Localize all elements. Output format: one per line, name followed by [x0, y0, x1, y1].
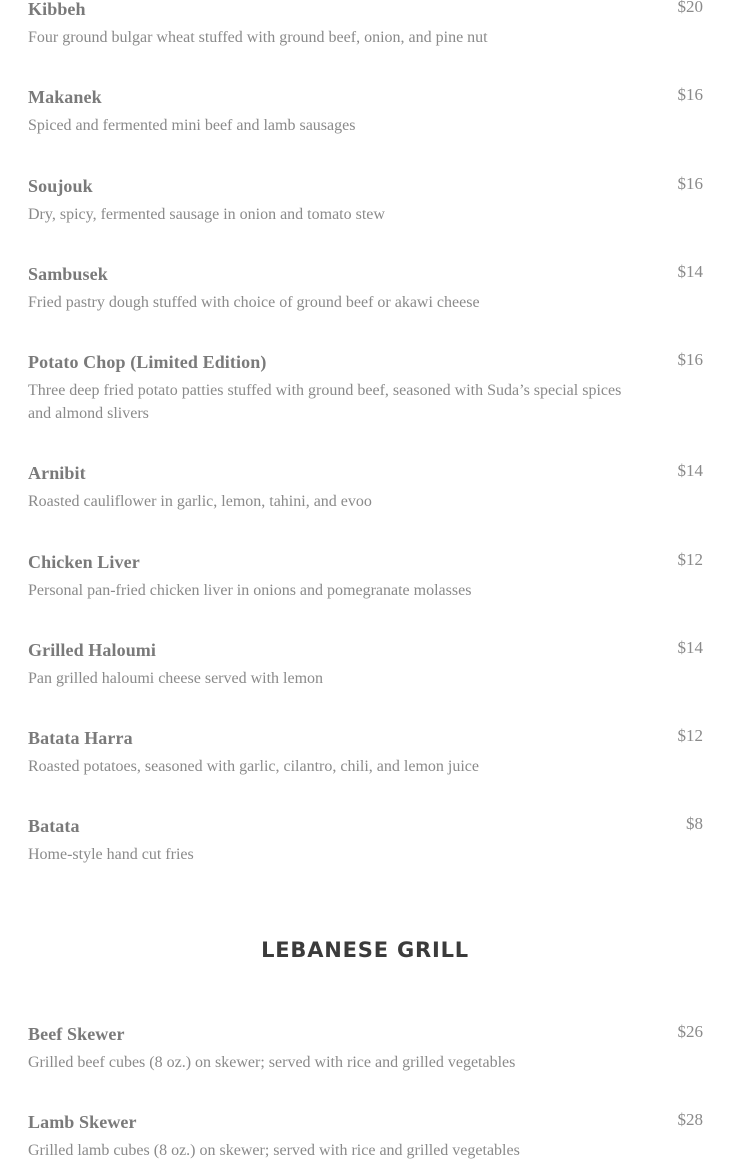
- item-name: Chicken Liver: [28, 552, 140, 572]
- item-description: Grilled beef cubes (8 oz.) on skewer; served with rice and grilled vegetables: [28, 1054, 516, 1071]
- item-name: Batata Harra: [28, 728, 133, 748]
- item-name: Soujouk: [28, 176, 93, 196]
- item-price: $28: [677, 1110, 703, 1129]
- item-name: Grilled Haloumi: [28, 640, 157, 660]
- item-description: Dry, spicy, fermented sausage in onion and tomato stew: [28, 206, 385, 223]
- item-description: Roasted potatoes, seasoned with garlic, cilantro, chili, and lemon juice: [28, 758, 479, 775]
- item-description: Fried pastry dough stuffed with choice of ground beef or akawi cheese: [28, 294, 480, 311]
- item-name: Beef Skewer: [28, 1024, 125, 1044]
- item-description: Roasted cauliflower in garlic, lemon, tahini, and evoo: [28, 493, 372, 510]
- item-price: $26: [677, 1022, 703, 1041]
- item-description: Home-style hand cut fries: [28, 846, 194, 863]
- item-price: $14: [677, 262, 703, 281]
- item-price: $12: [677, 550, 703, 569]
- item-price: $20: [677, 0, 703, 16]
- item-description: Pan grilled haloumi cheese served with lemon: [28, 670, 324, 687]
- item-price: $12: [677, 726, 703, 745]
- item-price: $8: [686, 814, 703, 833]
- item-price: $16: [677, 174, 703, 193]
- section-title: LEBANESE GRILL: [261, 938, 469, 962]
- item-description: Grilled lamb cubes (8 oz.) on skewer; served with rice and grilled vegetables: [28, 1142, 520, 1159]
- item-description: Three deep fried potato patties stuffed with ground beef, seasoned with Suda’s special spices and almond slivers: [28, 382, 622, 422]
- item-price: $16: [677, 85, 703, 104]
- item-name: Kibbeh: [28, 0, 86, 19]
- item-price: $14: [677, 638, 703, 657]
- item-name: Batata: [28, 816, 80, 836]
- item-name: Potato Chop (Limited Edition): [28, 352, 267, 372]
- item-price: $14: [677, 461, 703, 480]
- item-name: Makanek: [28, 87, 102, 107]
- item-description: Personal pan-fried chicken liver in onions and pomegranate molasses: [28, 582, 472, 599]
- item-description: Four ground bulgar wheat stuffed with ground beef, onion, and pine nut: [28, 29, 488, 46]
- item-name: Lamb Skewer: [28, 1112, 137, 1132]
- item-name: Arnibit: [28, 463, 86, 483]
- item-description: Spiced and fermented mini beef and lamb sausages: [28, 117, 356, 134]
- item-name: Sambusek: [28, 264, 108, 284]
- item-price: $16: [677, 350, 703, 369]
